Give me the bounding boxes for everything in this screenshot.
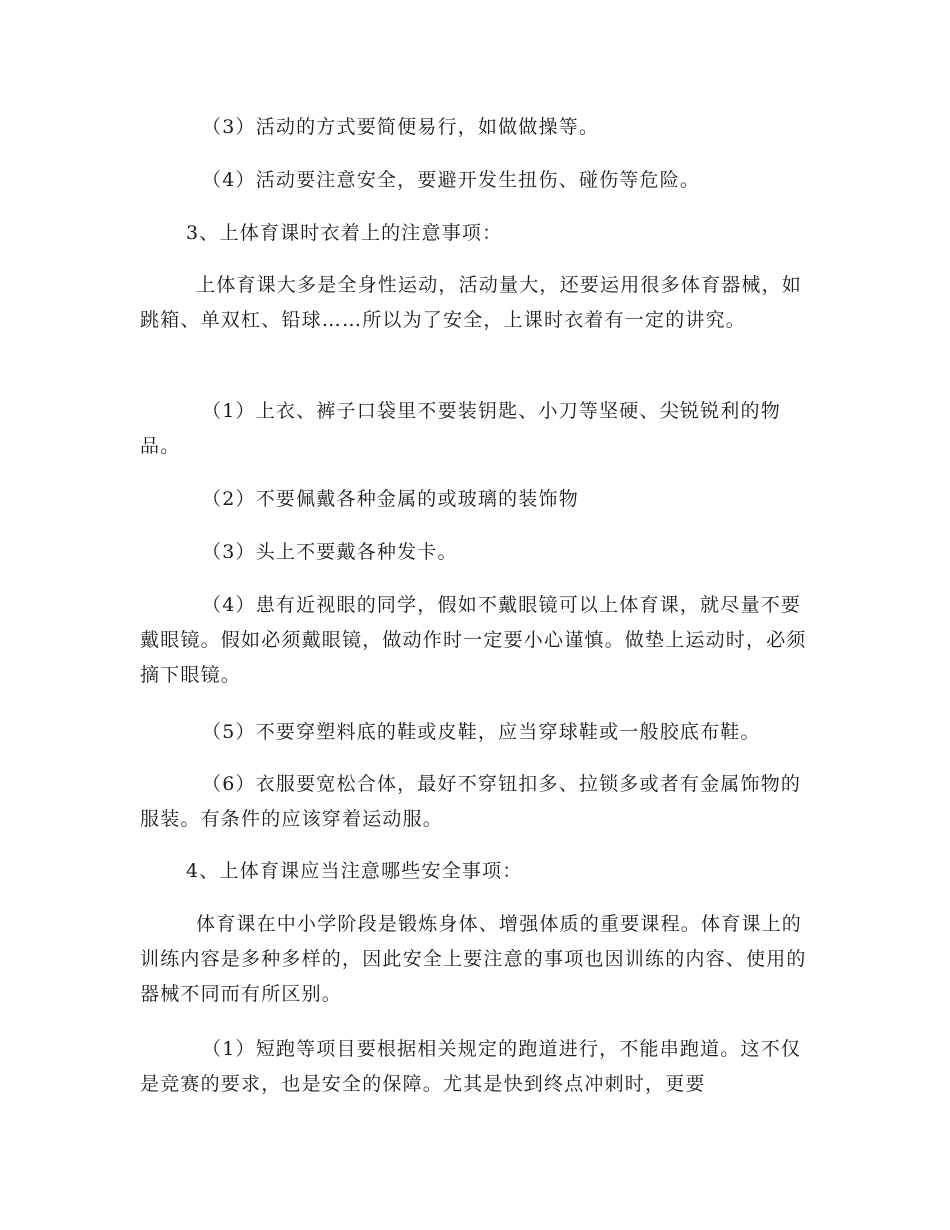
paragraph-clothing-hairpins: （3）头上不要戴各种发卡。 [202, 541, 458, 563]
section-heading-clothing: 3、上体育课时衣着上的注意事项： [186, 222, 503, 244]
paragraph-clothing-loose: （6）衣服要宽松合体，最好不穿钮扣多、拉锁多或者有金属饰物的服装。有条件的应该穿着运动服。 [140, 773, 802, 830]
paragraph-clothing-pockets: （1）上衣、裤子口袋里不要装钥匙、小刀等坚硬、尖锐锐利的物品。 [140, 400, 781, 457]
paragraph-safety-intro: 体育课在中小学阶段是锻炼身体、增强体质的重要课程。体育课上的训练内容是多种多样的，因此安全上要注意的事项也因训练的内容、使用的器械不同而有所区别。 [140, 913, 807, 1005]
paragraph-clothing-shoes: （5）不要穿塑料底的鞋或皮鞋，应当穿球鞋或一般胶底布鞋。 [202, 721, 761, 743]
paragraph-clothing-glasses: （4）患有近视眼的同学，假如不戴眼镜可以上体育课，就尽量不要戴眼镜。假如必须戴眼镜，做动作时一定要小心谨慎。做垫上运动时，必须摘下眼镜。 [140, 594, 807, 686]
paragraph-activity-method: （3）活动的方式要简便易行，如做做操等。 [202, 116, 600, 138]
paragraph-clothing-intro: 上体育课大多是全身性运动，活动量大，还要运用很多体育器械，如跳箱、单双杠、铅球……所以为了安全，上课时衣着有一定的讲究。 [140, 274, 803, 331]
paragraph-clothing-ornaments: （2）不要佩戴各种金属的或玻璃的装饰物 [202, 488, 579, 510]
section-heading-safety: 4、上体育课应当注意哪些安全事项： [186, 860, 523, 882]
paragraph-safety-sprint: （1）短跑等项目要根据相关规定的跑道进行，不能串跑道。这不仅是竞赛的要求，也是安全的保障。尤其是快到终点冲刺时，更要 [140, 1038, 802, 1095]
paragraph-activity-safety: （4）活动要注意安全，要避开发生扭伤、碰伤等危险。 [202, 169, 701, 191]
